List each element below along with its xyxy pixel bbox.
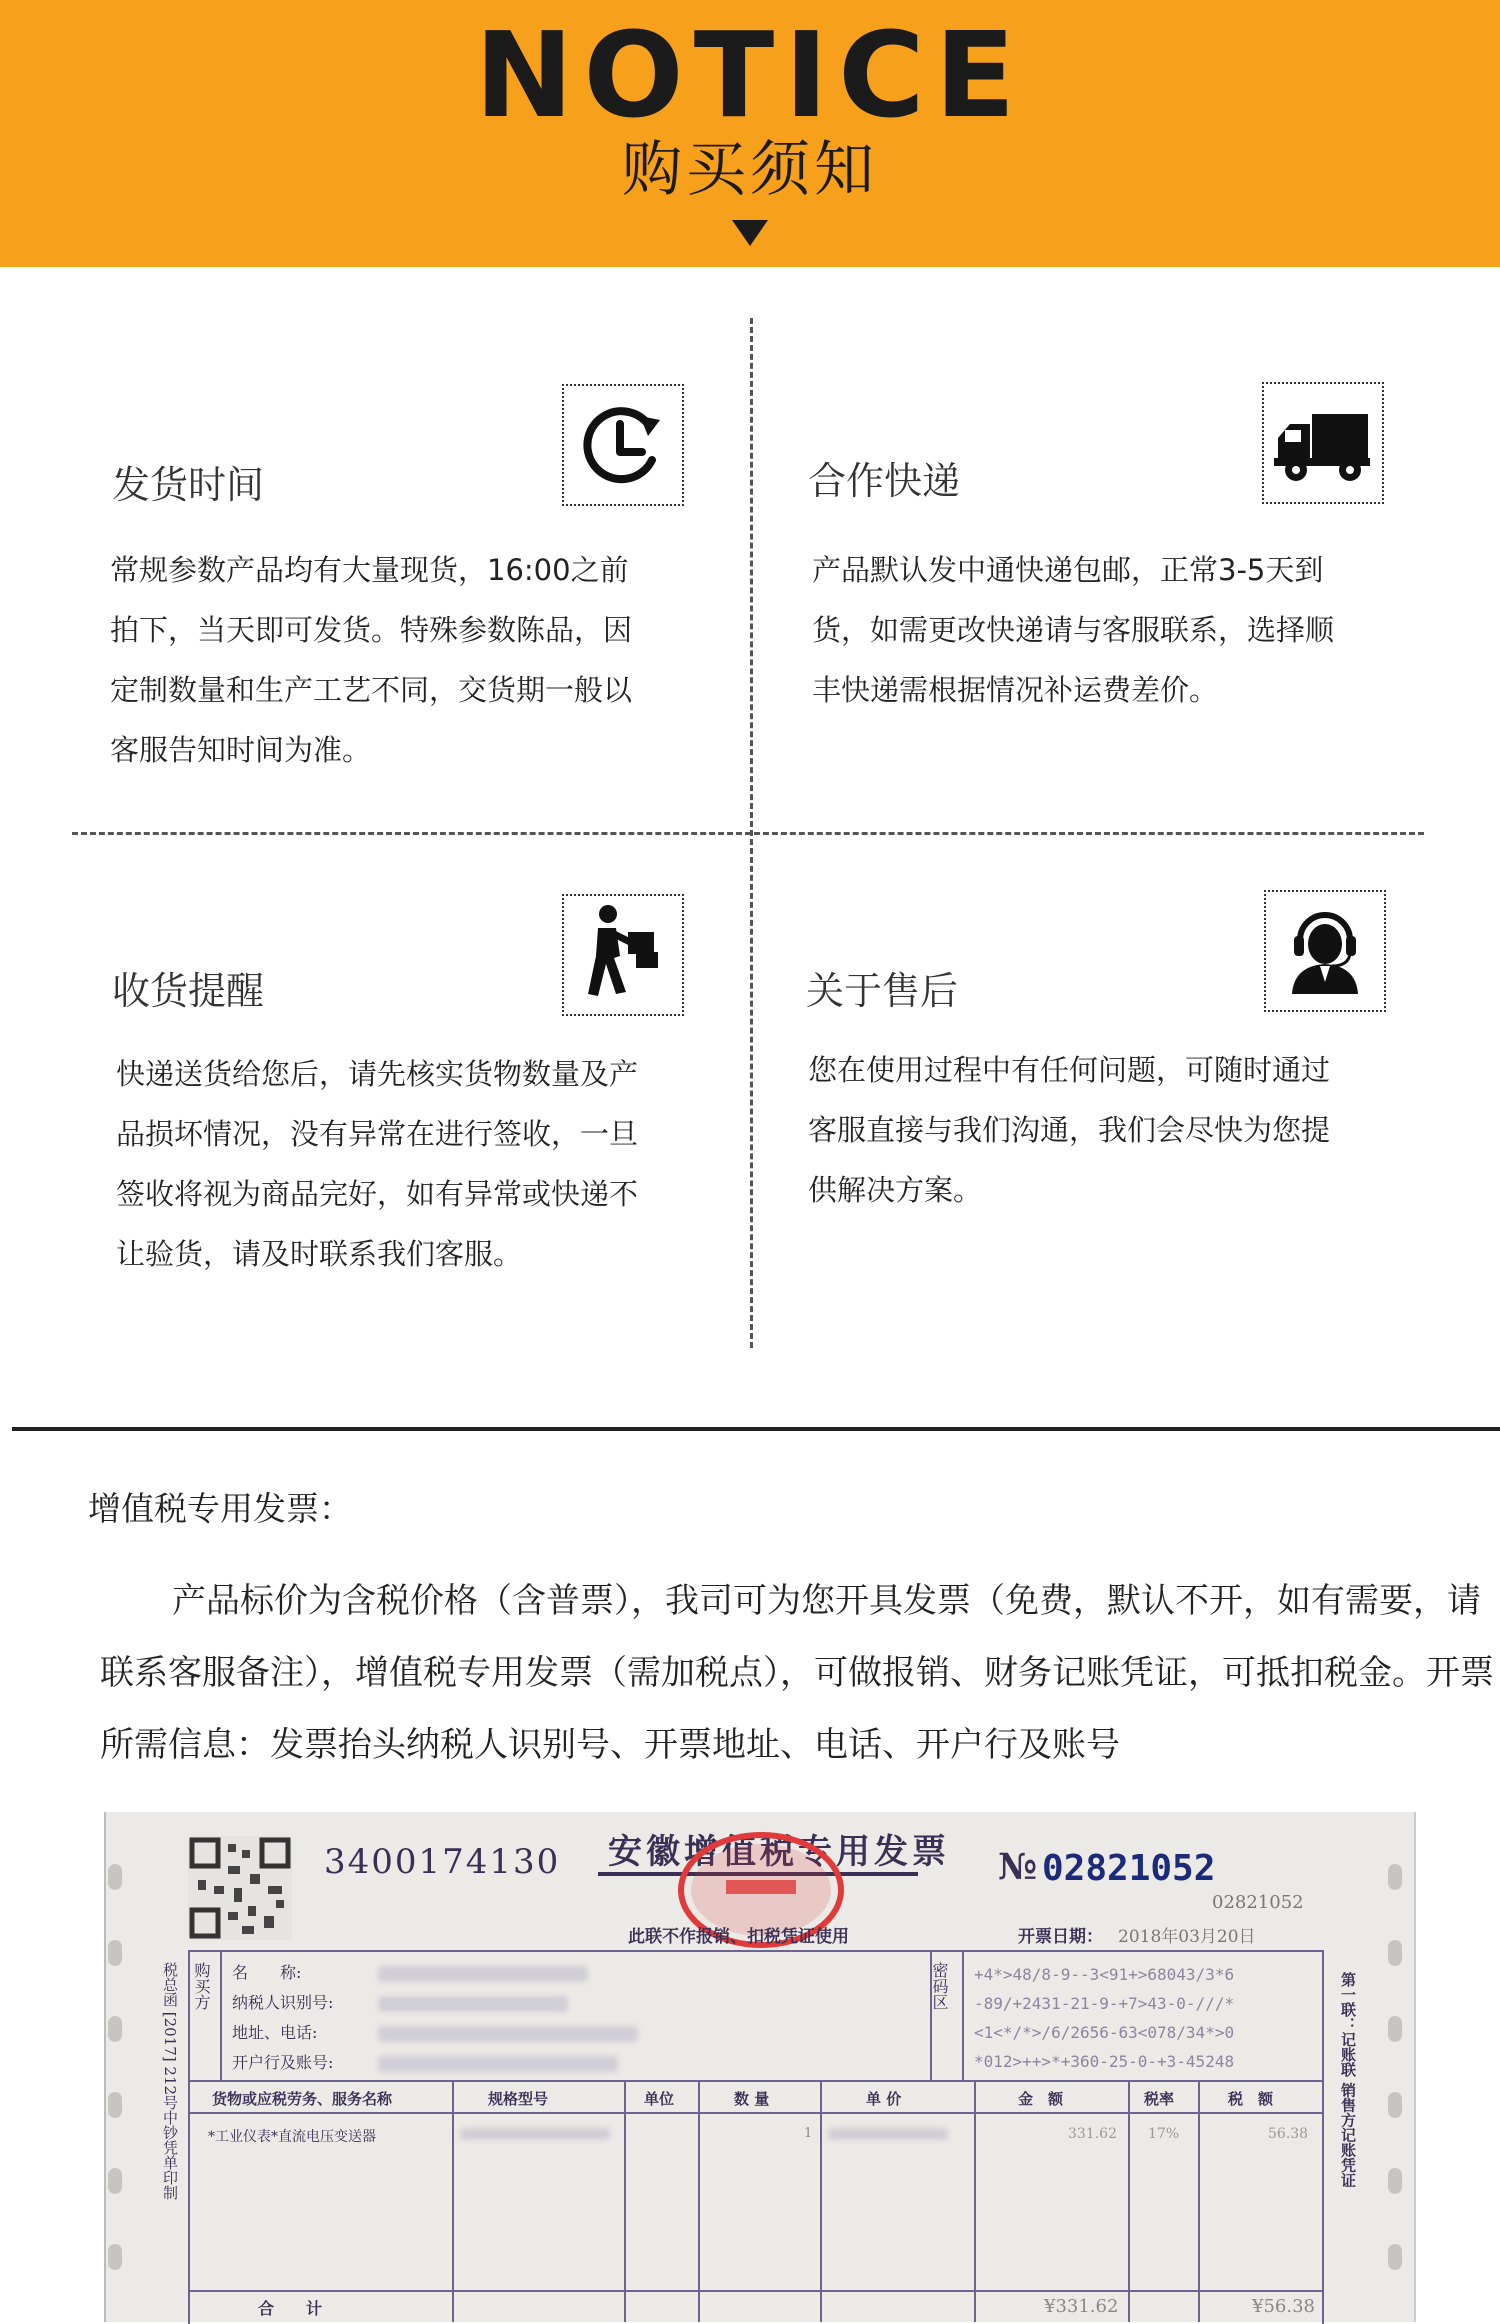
total-label: 合 计: [258, 2299, 323, 2318]
section-title: 发货时间: [112, 463, 265, 507]
down-arrow-icon: [732, 220, 768, 246]
text-line: 品损坏情况，没有异常在进行签收，一旦: [116, 1117, 639, 1151]
invoice-note: 此联不作报销、扣税凭证使用: [628, 1927, 849, 1947]
buyer-field: 开户行及账号:: [232, 2053, 334, 2072]
text-line: 供解决方案。: [808, 1173, 983, 1207]
invoice-number: 02821052: [1042, 1848, 1216, 1889]
text-line: 产品默认发中通快递包邮，正常3-5天到: [812, 553, 1324, 587]
column-header: 规格型号: [488, 2090, 549, 2108]
column-header: 单 价: [866, 2090, 902, 2108]
password-line: -89/+2431-21-9-+7>43-0-///*: [974, 1994, 1235, 2013]
tax-title: 增值税专用发票：: [88, 1489, 352, 1528]
invoice-date-label: 开票日期：: [1018, 1927, 1103, 1947]
text-line: 常规参数产品均有大量现货，16:00之前: [110, 553, 629, 587]
banner-title: NOTICE: [474, 6, 1026, 144]
password-line: *012>++>*+360-25-0-+3-45248: [974, 2052, 1235, 2071]
courier-with-package-icon: [562, 894, 684, 1016]
item-qty: 1: [804, 2126, 813, 2141]
customer-service-headset-icon: [1264, 890, 1386, 1012]
total-tax: ¥56.38: [1252, 2296, 1315, 2317]
clock-icon: [562, 384, 684, 506]
invoice-date: 2018年03月20日: [1118, 1927, 1256, 1947]
section-text: [110, 540, 632, 780]
password-line: <1<*/*>/6/2656-63<078/34*>0: [974, 2023, 1235, 2042]
buyer-field: 地址、电话:: [232, 2023, 318, 2042]
column-header: 货物或应税劳务、服务名称: [212, 2090, 393, 2108]
column-header: 数 量: [734, 2090, 770, 2108]
password-lines: [974, 1960, 1234, 2076]
invoice-body: [188, 1812, 1384, 2322]
text-line: 签收将视为商品完好，如有异常或快递不: [116, 1177, 639, 1211]
section-text: [116, 1044, 638, 1284]
invoice-side-left: 税总函 [2017] 212号中钞凭单印制: [161, 1962, 179, 2201]
text-line: 客服直接与我们沟通，我们会尽快为您提: [808, 1113, 1331, 1147]
column-header: 金 额: [1018, 2090, 1064, 2108]
delivery-truck-icon: [1262, 382, 1384, 504]
text-line: 丰快递需根据情况补运费差价。: [812, 673, 1219, 707]
horizontal-divider: [72, 832, 1424, 835]
item-rate: 17%: [1148, 2126, 1180, 2142]
buyer-side-label: 购买方: [192, 1962, 211, 2010]
invoice-number-prefix: №: [998, 1846, 1038, 1888]
text-line: 让验货，请及时联系我们客服。: [116, 1237, 523, 1271]
password-line: +4*>48/8-9--3<91+>68043/3*6: [974, 1965, 1235, 1984]
buyer-field: 名 称:: [232, 1963, 302, 1982]
column-header: 税率: [1144, 2090, 1175, 2108]
banner-subtitle: 购买须知: [622, 135, 878, 205]
total-amount: ¥331.62: [1044, 2296, 1119, 2317]
section-title: 合作快递: [808, 459, 961, 503]
invoice-photo: [104, 1812, 1416, 2322]
item-name: *工业仪表*直流电压变送器: [208, 2129, 376, 2145]
invoice-heading: 安徽增值税专用发票: [608, 1832, 950, 1872]
buyer-field: 纳税人识别号:: [232, 1993, 334, 2012]
invoice-number-small: 02821052: [1212, 1892, 1304, 1913]
text-line: 拍下，当天即可发货。特殊参数陈品，因: [110, 613, 633, 647]
invoice-code: 3400174130: [324, 1842, 561, 1882]
tax-paragraph: 产品标价为含税价格（含普票），我司可为您开具发票（免费，默认不开，如有需要，请联系客服备注），增值税专用发票（需加税点），可做报销、财务记账凭证，可抵扣税金。开票所需信息：发票抬头纳税人识别号、开票地址、电话、开户行及账号: [100, 1581, 1494, 1765]
column-header: 税 额: [1228, 2090, 1274, 2108]
section-title: 关于售后: [806, 969, 959, 1013]
qr-code: [188, 1836, 292, 1940]
item-tax: 56.38: [1268, 2126, 1309, 2142]
section-title: 收货提醒: [112, 969, 265, 1013]
password-zone-label: 密码区: [930, 1962, 949, 2010]
text-line: 快递送货给您后，请先核实货物数量及产: [116, 1057, 639, 1091]
item-amount: 331.62: [1068, 2126, 1117, 2142]
section-divider: [12, 1427, 1500, 1431]
notice-banner: [0, 0, 1500, 267]
section-text: [808, 1040, 1330, 1220]
text-line: 客服告知时间为准。: [110, 733, 372, 767]
section-text: [812, 540, 1334, 720]
column-header: 单位: [644, 2090, 675, 2108]
text-line: 您在使用过程中有任何问题，可随时通过: [808, 1053, 1331, 1087]
invoice-side-right: 第一联：记账联 销售方记账凭证: [1339, 1972, 1357, 2188]
text-line: 定制数量和生产工艺不同，交货期一般以: [110, 673, 633, 707]
buyer-fields: [232, 1958, 333, 2078]
text-line: 货，如需更改快递请与客服联系，选择顺: [812, 613, 1335, 647]
